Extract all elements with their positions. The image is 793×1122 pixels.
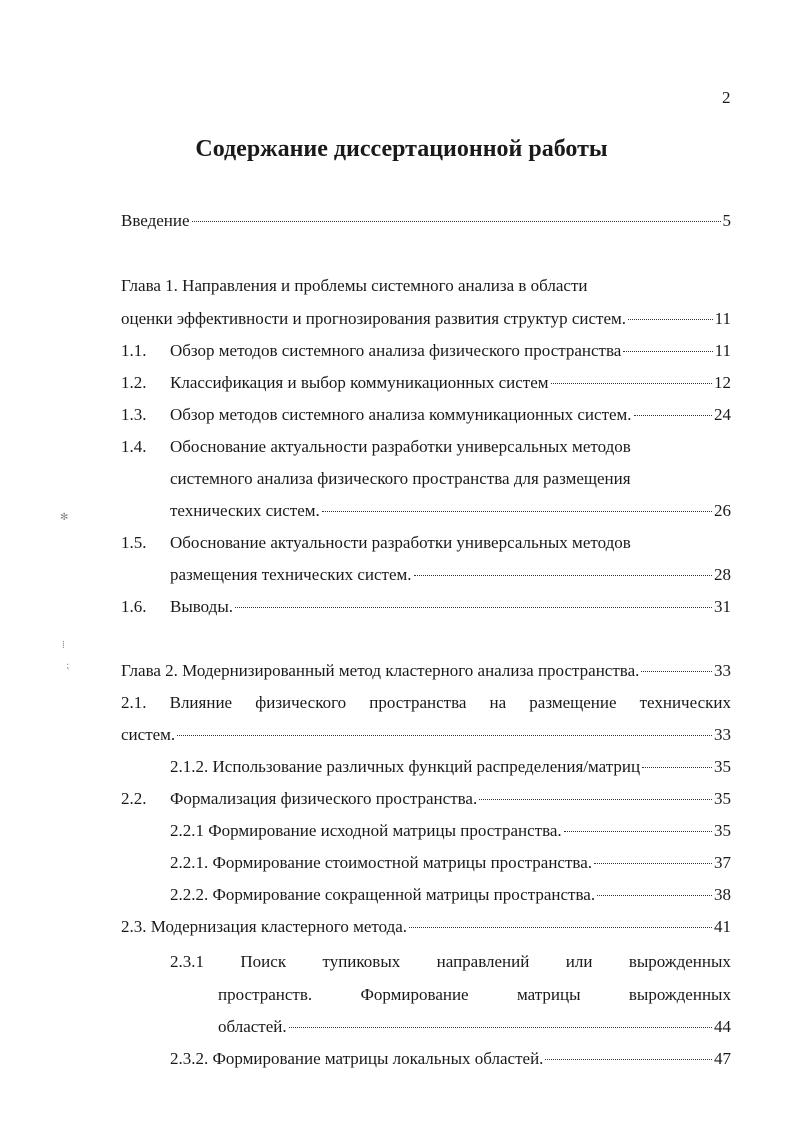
toc-entry-text: технических систем. (170, 501, 320, 520)
toc-entry-2-3-1-line2 (218, 982, 731, 1008)
toc-entry-1-5-line2 (170, 562, 731, 588)
toc-page-number: 47 (714, 1049, 731, 1068)
section-number: 1.6. (121, 597, 147, 616)
word: матрицы (516, 985, 581, 1004)
word: физического (255, 693, 347, 712)
toc-entry-text: Обзор методов системного анализа коммуникационных систем. (170, 405, 632, 424)
toc-entry-2-1-line2 (121, 722, 731, 748)
word: на (489, 693, 507, 712)
toc-entry-1-4-line1: Обоснование актуальности разработки универсальных методов (170, 437, 631, 456)
toc-entry-1-4-num: 1.4. (121, 437, 147, 456)
toc-page-number: 24 (714, 405, 731, 424)
toc-entry-2-2-2 (170, 882, 731, 908)
toc-entry-2-3-2 (170, 1046, 731, 1072)
toc-entry-2-3 (121, 914, 731, 940)
toc-entry-text: 2.2.2. Формирование сокращенной матрицы пространства. (170, 885, 596, 904)
dot-leader (192, 221, 721, 222)
toc-entry-2-1-line1 (121, 690, 731, 716)
toc-entry-2-3-1-line3 (218, 1014, 731, 1040)
dot-leader (235, 607, 712, 608)
toc-entry-1-2 (121, 370, 731, 396)
section-number: 1.2. (121, 373, 147, 392)
chapter-1-heading-cont (121, 306, 731, 332)
dot-leader (545, 1059, 712, 1060)
section-number: 2.2. (121, 789, 147, 808)
dot-leader (641, 671, 712, 672)
toc-entry-text: Глава 2. Модернизированный метод кластерного анализа пространства. (121, 661, 640, 680)
toc-page-number: 28 (714, 565, 731, 584)
word: вырожденных (628, 985, 731, 1004)
toc-page-number: 35 (714, 757, 731, 776)
toc-entry-text: размещения технических систем. (170, 565, 412, 584)
toc-entry-1-3 (121, 402, 731, 428)
dot-leader (479, 799, 712, 800)
toc-entry-text: Выводы. (170, 597, 234, 616)
dot-leader (289, 1027, 712, 1028)
toc-entry-text: 2.2.1 Формирование исходной матрицы пространства. (170, 821, 562, 840)
toc-entry-text: 2.2.1. Формирование стоимостной матрицы пространства. (170, 853, 592, 872)
word: или (565, 952, 593, 971)
toc-entry-1-5-num: 1.5. (121, 533, 147, 552)
dot-leader (177, 735, 712, 736)
toc-entry-text: Введение (121, 211, 190, 230)
toc-page-number: 38 (714, 885, 731, 904)
toc-page-number: 11 (714, 341, 731, 360)
toc-entry-text: Классификация и выбор коммуникационных систем (170, 373, 549, 392)
word: 2.3.1 (170, 952, 204, 971)
toc-entry-1-1 (121, 338, 731, 364)
toc-page-number: 5 (722, 211, 731, 230)
toc-entry-text: 2.3.2. Формирование матрицы локальных областей. (170, 1049, 544, 1068)
page-number: 2 (722, 88, 731, 107)
toc-entry-text: систем. (121, 725, 176, 744)
scan-speck: ⁞ (62, 640, 65, 651)
toc-entry-2-1-2 (170, 754, 731, 780)
toc-entry-intro (121, 208, 731, 234)
toc-entry-2-2 (121, 786, 731, 812)
toc-page-number: 31 (714, 597, 731, 616)
toc-page-number: 33 (714, 661, 731, 680)
toc-entry-text: 2.3. Модернизация кластерного метода. (121, 917, 408, 936)
toc-page-number: 11 (714, 309, 731, 328)
dot-leader (409, 927, 712, 928)
toc-entry-1-4-line2: системного анализа физического пространства для размещения (170, 469, 631, 488)
toc-page-number: 35 (714, 789, 731, 808)
word: технических (639, 693, 731, 712)
word: направлений (436, 952, 530, 971)
toc-entry-2-2-1b (170, 850, 731, 876)
dot-leader (551, 383, 713, 384)
word: 2.1. (121, 693, 147, 712)
toc-page-number: 44 (714, 1017, 731, 1036)
word: Формирование (360, 985, 469, 1004)
dot-leader (597, 895, 712, 896)
word: размещение (529, 693, 617, 712)
toc-page-number: 12 (714, 373, 731, 392)
toc-page-number: 35 (714, 821, 731, 840)
dot-leader (642, 767, 712, 768)
toc-entry-text: областей. (218, 1017, 287, 1036)
section-number: 1.3. (121, 405, 147, 424)
toc-entry-1-5-line1: Обоснование актуальности разработки универсальных методов (170, 533, 631, 552)
toc-entry-text: 2.1.2. Использование различных функций распределения/матриц (170, 757, 641, 776)
toc-entry-text: оценки эффективности и прогнозирования развития структур систем. (121, 309, 626, 328)
scan-speck: ✻ (60, 512, 69, 523)
word: Поиск (240, 952, 287, 971)
dot-leader (322, 511, 712, 512)
toc-page-number: 41 (714, 917, 731, 936)
word: пространств. (218, 985, 313, 1004)
toc-page-number: 33 (714, 725, 731, 744)
page-title: Содержание диссертационной работы (195, 136, 608, 162)
toc-entry-1-4-line3 (170, 498, 731, 524)
scan-speck: ⁏ (66, 660, 70, 671)
word: пространства (369, 693, 467, 712)
toc-entry-2-2-1 (170, 818, 731, 844)
dot-leader (634, 415, 712, 416)
word: тупиковых (322, 952, 401, 971)
toc-entry-text: Обзор методов системного анализа физического пространства (170, 341, 622, 360)
chapter-1-heading: Глава 1. Направления и проблемы системного анализа в области (121, 276, 588, 295)
dot-leader (414, 575, 712, 576)
word: вырожденных (628, 952, 731, 971)
dot-leader (564, 831, 712, 832)
toc-entry-text: Формализация физического пространства. (170, 789, 478, 808)
toc-entry-2-3-1-line1 (170, 949, 731, 975)
dot-leader (628, 319, 713, 320)
word: Влияние (169, 693, 233, 712)
dot-leader (623, 351, 712, 352)
toc-page-number: 26 (714, 501, 731, 520)
chapter-2-heading (121, 658, 731, 684)
toc-page-number: 37 (714, 853, 731, 872)
dot-leader (594, 863, 712, 864)
section-number: 1.1. (121, 341, 147, 360)
toc-entry-1-6 (121, 594, 731, 620)
